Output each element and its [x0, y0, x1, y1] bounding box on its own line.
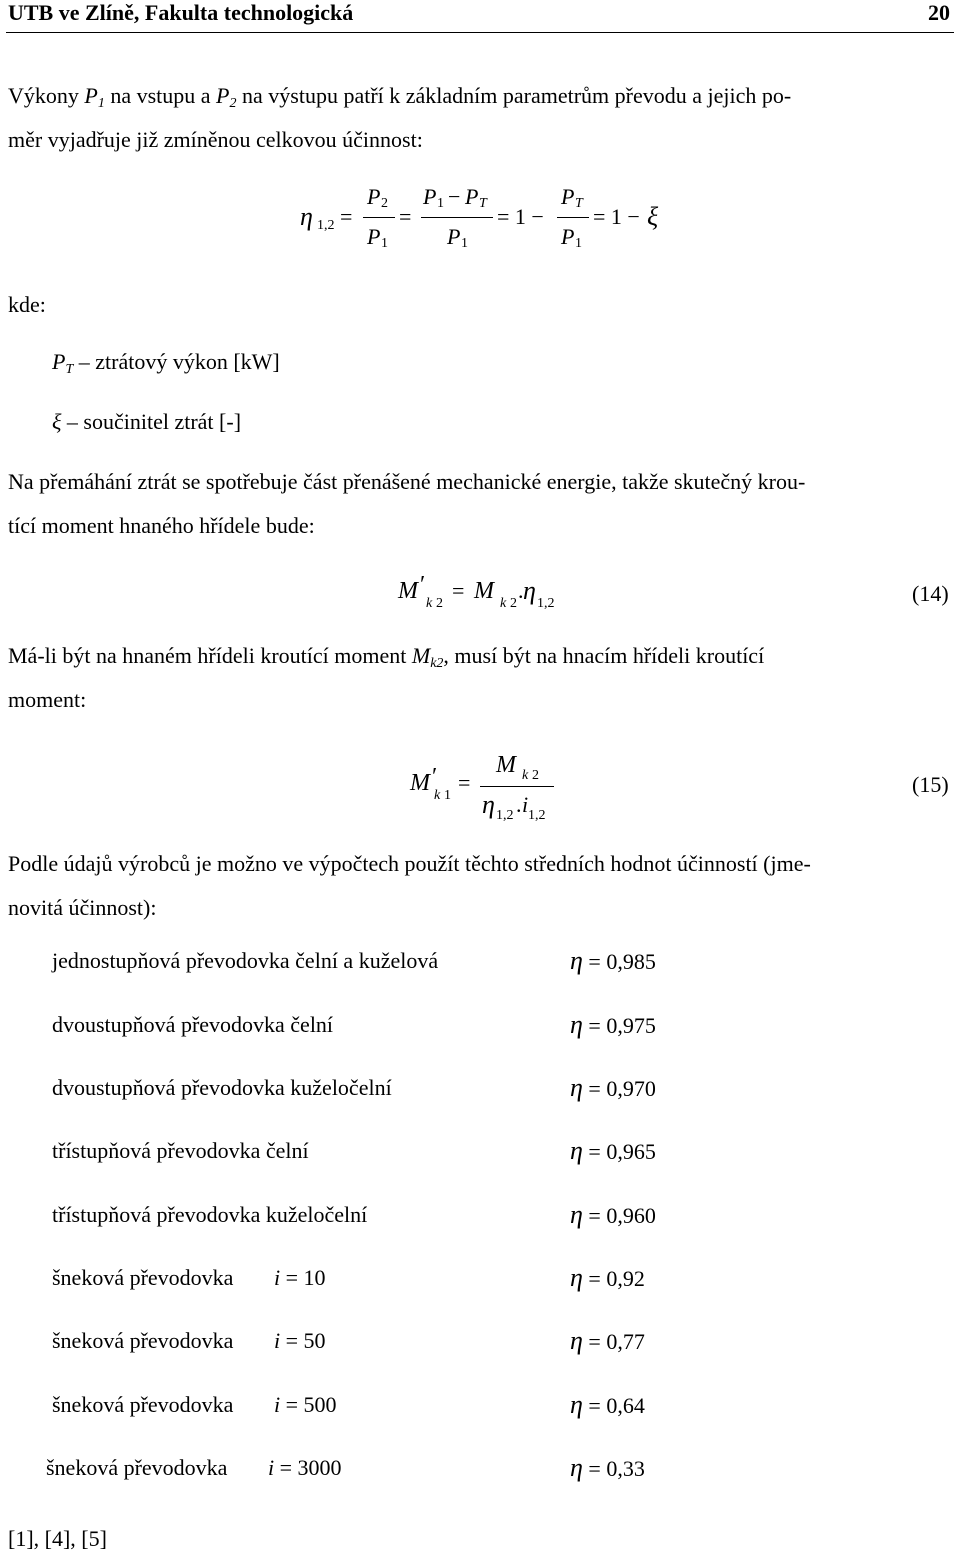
table-row-ratio: i = 500: [274, 1392, 337, 1417]
table-row-efficiency: η = 0,975: [570, 1010, 656, 1039]
definition-xi: ξ – součinitel ztrát [-]: [52, 409, 242, 434]
symbol-p2: $P_2$: [216, 83, 237, 111]
table-row-efficiency: η = 0,33: [570, 1453, 645, 1482]
table-row-label: šneková převodovka: [52, 1328, 234, 1353]
table-row-efficiency: η = 0,77: [570, 1326, 645, 1355]
label-kde: kde:: [8, 292, 46, 317]
equation-14-number: (14): [912, 581, 949, 606]
table-row-label: jednostupňová převodovka čelní a kuželová: [52, 948, 439, 973]
table-row-label: třístupňová převodovka kuželočelní: [52, 1202, 368, 1227]
table-row-ratio: i = 50: [274, 1328, 326, 1353]
page-number: 20: [928, 0, 950, 25]
references: [1], [4], [5]: [8, 1526, 107, 1551]
table-row-efficiency: η = 0,965: [570, 1136, 656, 1165]
equation-15-number: (15): [912, 772, 949, 797]
table-row-efficiency: η = 0,92: [570, 1263, 645, 1292]
definition-pt: $P_T$ – ztrátový výkon [kW]: [52, 349, 280, 377]
table-row-label: dvoustupňová převodovka čelní: [52, 1012, 334, 1037]
equation-14: M ′ k 2 = M k 2 . η 1,2: [398, 572, 555, 611]
table-row-label: dvoustupňová převodovka kuželočelní: [52, 1075, 392, 1100]
table-row-efficiency: η = 0,985: [570, 946, 656, 975]
table-row-ratio: i = 3000: [268, 1455, 342, 1480]
equation-efficiency: η 1,2 = P 2 P 1 = P 1 − P T P 1 = 1 − P T P 1 = 1 − ξ: [300, 184, 659, 251]
table-row-label: šneková převodovka: [52, 1265, 234, 1290]
equation-15: M ′ k 1 = M k 2 η 1,2 . i 1,2: [408, 748, 568, 828]
paragraph-input-torque: Má-li být na hnaném hřídeli kroutící moment $M_{k2}$, musí být na hnacím hřídeli kroutící moment:: [8, 643, 765, 712]
paragraph-losses: Na přemáhání ztrát se spotřebuje část přenášené mechanické energie, takže skutečný krou- tící moment hnaného hřídele bude:: [8, 469, 806, 538]
intro-text-c: na výstupu patří k základním parametrům převodu a jejich po-: [236, 83, 792, 108]
table-row-efficiency: η = 0,970: [570, 1073, 656, 1102]
table-row-label: šneková převodovka: [46, 1455, 228, 1480]
intro-text-line2: měr vyjadřuje již zmíněnou celkovou účinnost:: [8, 127, 423, 152]
header-divider: [6, 32, 954, 33]
table-row-ratio: i = 10: [274, 1265, 326, 1290]
intro-text-a: Výkony: [8, 83, 85, 108]
table-row-efficiency: η = 0,64: [570, 1390, 645, 1419]
table-row-label: třístupňová převodovka čelní: [52, 1138, 309, 1163]
symbol-p1: $P_1$: [84, 83, 105, 111]
table-row-label: šneková převodovka: [52, 1392, 234, 1417]
table-row-efficiency: η = 0,960: [570, 1200, 656, 1229]
running-header-title: UTB ve Zlíně, Fakulta technologická: [8, 0, 354, 25]
intro-text-b: na vstupu a: [104, 83, 217, 108]
paragraph-intro: [8, 74, 952, 162]
paragraph-nominal-efficiency: Podle údajů výrobců je možno ve výpočtech použít těchto středních hodnot účinností (jme- novitá účinnost):: [8, 851, 811, 920]
